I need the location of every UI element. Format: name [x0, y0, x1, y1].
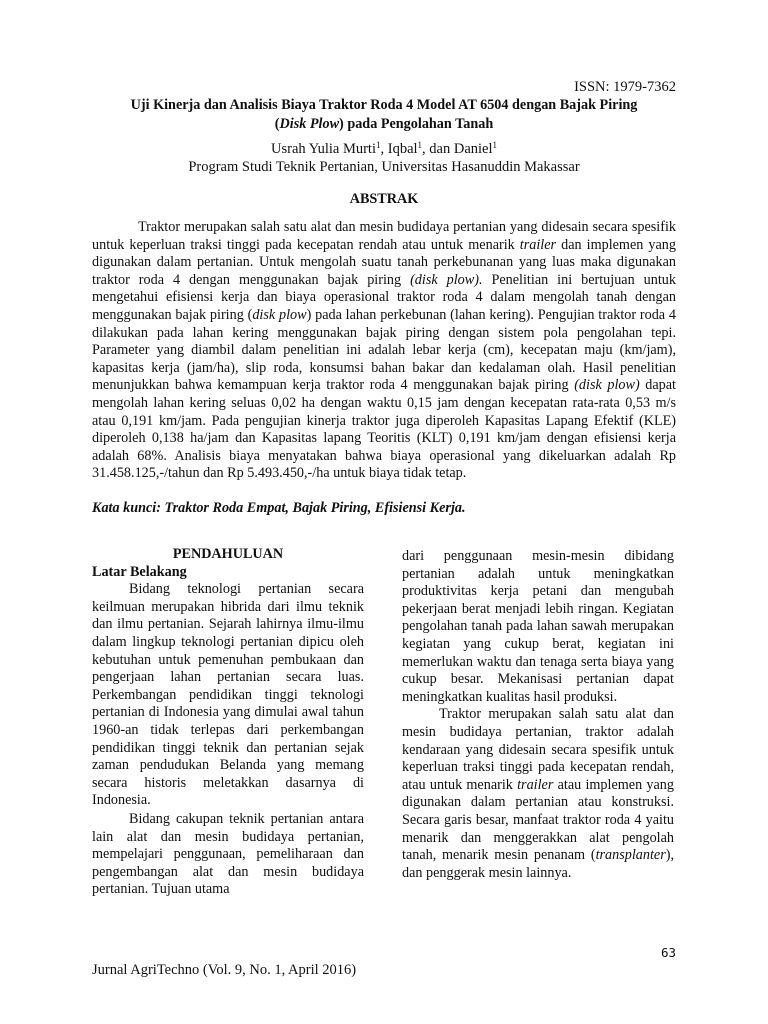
body-text: atau implemen yang digunakan dalam pertanian atau konstruksi. Secara garis besar, manfaat traktor roda 4 yaitu menarik dan menggerakkan alat pengolah tanah, menarik mesin penanam (	[402, 776, 674, 864]
body-italic: transplanter	[595, 847, 666, 864]
abstract-heading: ABSTRAK	[349, 191, 419, 207]
author-list	[92, 141, 676, 159]
paper-title	[92, 96, 676, 134]
title-line-2-rest: ) pada Pengolahan Tanah	[339, 116, 494, 132]
affiliation: Program Studi Teknik Pertanian, Universitas Hasanuddin Makassar	[188, 159, 580, 175]
section-heading: PENDAHULUAN	[172, 546, 284, 562]
journal-footer: Jurnal AgriTechno (Vol. 9, No. 1, April 2016)	[92, 962, 357, 978]
abstract-paragraph	[92, 219, 676, 483]
body-paragraph	[402, 706, 674, 882]
abstract-italic: (disk plow)	[574, 377, 640, 394]
author-name: , Iqbal	[380, 141, 418, 157]
abstract-italic: trailer	[519, 236, 557, 253]
abstract-text: Traktor merupakan salah satu alat dan mesin budidaya pertanian yang didesain secara spesifik untuk keperluan traksi tinggi pada kecepatan rendah atau untuk menarik	[92, 219, 676, 253]
body-text: Traktor merupakan salah satu alat dan mesin budidaya pertanian, traktor adalah kendaraan yang didesain secara spesifik untuk keperluan traksi tinggi pada kecepatan rendah, atau untuk menarik	[402, 706, 674, 793]
body-paragraph: Bidang cakupan teknik pertanian antara lain alat dan mesin budidaya pertanian, mempelajari penggunaan, pemeliharaan dan pengembangan alat dan mesin budidaya pertanian. Tujuan utama	[92, 810, 364, 898]
author-name: , dan Daniel	[422, 141, 493, 157]
affiliation-mark: 1	[417, 140, 423, 150]
left-column	[92, 546, 364, 899]
keywords: Kata kunci: Traktor Roda Empat, Bajak Piring, Efisiensi Kerja.	[92, 500, 466, 516]
body-text: ), dan penggerak mesin lainnya.	[402, 847, 674, 881]
issn-label: ISSN: 1979-7362	[574, 79, 676, 95]
body-paragraph: dari penggunaan mesin-mesin dibidang pertanian adalah untuk meningkatkan produktivitas kerja petani dan mengubah pekerjaan berat menjadi lebih ringan. Kegiatan pengolahan tanah pada lahan sawah merupakan kegiatan yang cukup berat, kegiatan ini memerlukan waktu dan tenaga serta biaya yang cukup besar. Mekanisasi pertanian dapat meningkatkan kualitas hasil produksi.	[402, 548, 674, 705]
abstract-italic: disk plow	[252, 306, 307, 323]
subsection-heading: Latar Belakang	[92, 563, 187, 580]
abstract-body	[92, 219, 676, 483]
abstract-text: dapat mengolah lahan kering seluas 0,02 ha dengan waktu 0,15 jam dengan kecepatan rata-rata 0,53 m/s atau 0,191 km/jam. Pada pengujian kinerja traktor juga diperoleh Kapasitas Lapang Efektif (KLE) diperoleh 0,138 ha/jam dan Kapasitas lapang Teoritis (KLT) 0,191 km/jam dengan efisiensi kerja adalah 68%. Analisis biaya menyatakan bahwa biaya operasional yang dikeluarkan adalah Rp 31.458.125,-/tahun dan Rp 5.493.450,-/ha untuk biaya tidak tetap.	[92, 377, 677, 482]
title-paren-open: (	[274, 116, 280, 132]
abstract-text: Penelitian ini bertujuan untuk mengetahui efisiensi kerja dan biaya operasional traktor roda 4 dalam mengolah tanah dengan menggunakan bajak piring (	[92, 271, 676, 323]
abstract-italic: (disk plow).	[410, 271, 483, 288]
right-column	[402, 548, 674, 882]
affiliation-mark: 1	[375, 140, 381, 150]
abstract-text: ) pada lahan perkebunan (lahan kering). Pengujian traktor roda 4 dilakukan pada lahan kering menggunakan bajak piring dengan sistem pola pengolahan tepi. Parameter yang diambil dalam penelitian ini adalah lebar kerja (cm), kecepatan maju (km/jam), kapasitas kerja (jam/ha), slip roda, konsumsi bahan bakar dan kedalaman olah. Hasil penelitian menunjukkan bahwa kemampuan kerja traktor roda 4 menggunakan bajak piring	[92, 306, 676, 394]
title-line-2	[92, 115, 676, 134]
title-italic-term: Disk Plow	[279, 116, 340, 132]
affiliation-mark: 1	[492, 140, 497, 150]
body-italic: trailer	[517, 776, 554, 793]
page-number: 63	[660, 945, 676, 960]
title-line-1: Uji Kinerja dan Analisis Biaya Traktor Roda 4 Model AT 6504 dengan Bajak Piring	[130, 97, 638, 113]
body-paragraph: Bidang teknologi pertanian secara keilmuan merupakan hibrida dari ilmu teknik dan ilmu pertanian. Sejarah lahirnya ilmu-ilmu dalam lingkup teknologi pertanian dipicu oleh kebutuhan untuk pemenuhan pembukaan dan pengerjaan lahan pertanian secara luas. Perkembangan pendidikan tinggi teknologi pertanian di Indonesia yang dimulai awal tahun 1960-an tidak terlepas dari perkembangan pendidikan tinggi teknik dan pertanian sejak zaman pendudukan Belanda yang memang secara historis meletakkan dasarnya di Indonesia.	[92, 581, 364, 809]
author-name: Usrah Yulia Murti	[271, 141, 376, 157]
abstract-text: dan implemen yang digunakan dalam pertanian. Untuk mengolah suatu tanah perkebunanan yang luas maka digunakan traktor roda 4 dengan menggunakan bajak piring	[92, 236, 676, 288]
